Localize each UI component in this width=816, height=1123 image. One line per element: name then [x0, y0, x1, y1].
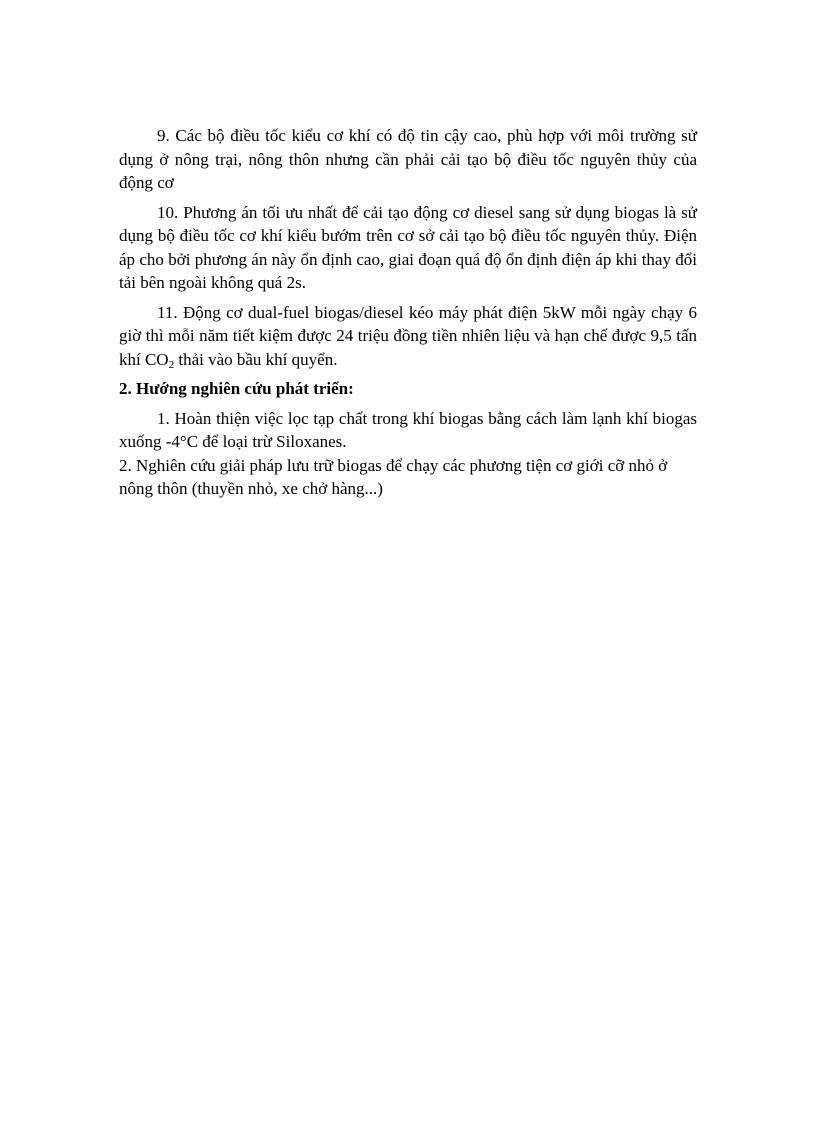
conclusion-item-9: 9. Các bộ điều tốc kiểu cơ khí có độ tin cậy cao, phù hợp với môi trường sử dụng ở nông trại, nông thôn nhưng cần phải cải tạo bộ điều tốc nguyên thủy của động cơ: [119, 126, 697, 192]
conclusion-item-11: [119, 301, 697, 372]
future-item-1: 1. Hoàn thiện việc lọc tạp chất trong khí biogas bằng cách làm lạnh khí biogas xuống -4°C để loại trừ Siloxanes.: [119, 408, 697, 451]
conclusion-item-11-tail: thải vào bầu khí quyển.: [174, 349, 338, 369]
future-item-2: 2. Nghiên cứu giải pháp lưu trữ biogas để chạy các phương tiện cơ giới cỡ nhỏ ở nông thôn (thuyền nhỏ, xe chở hàng...): [119, 455, 668, 498]
document-body: [119, 124, 697, 507]
section-heading-future-research: 2. Hướng nghiên cứu phát triển:: [119, 379, 354, 398]
co2-subscript: 2: [168, 358, 175, 371]
conclusion-item-10: 10. Phương án tối ưu nhất để cải tạo động cơ diesel sang sử dụng biogas là sử dụng bộ điều tốc cơ khí kiểu bướm trên cơ sở cải tạo bộ điều tốc nguyên thủy. Điện áp cho bởi phương án này ổn định cao, giai đoạn quá độ ổn định điện áp khi thay đổi tải bên ngoài không quá 2s.: [119, 202, 697, 292]
conclusion-item-11-text: 11. Động cơ dual-fuel biogas/diesel kéo máy phát điện 5kW mỗi ngày chạy 6 giờ thì mỗi năm tiết kiệm được 24 triệu đồng tiền nhiên liệu và hạn chế được 9,5 tấn khí CO: [119, 302, 697, 369]
